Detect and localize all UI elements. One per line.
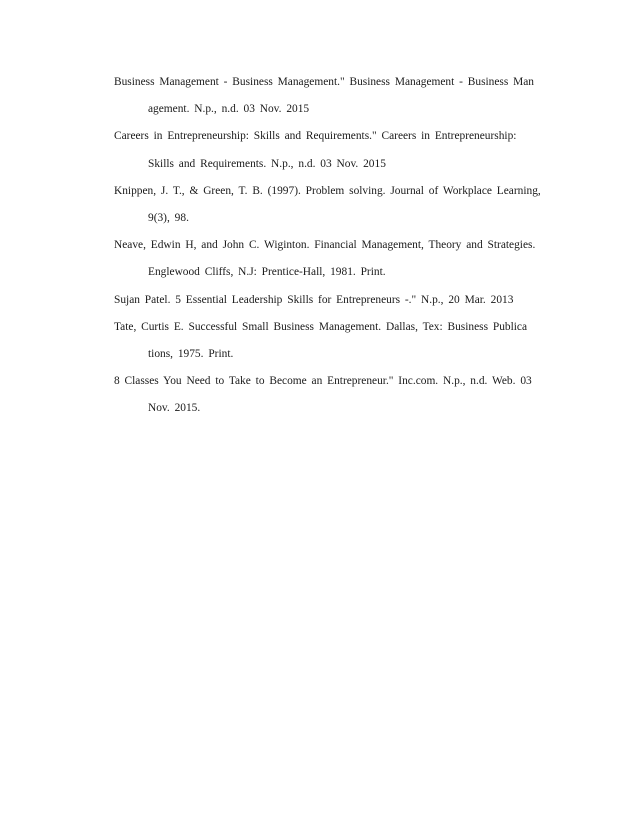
reference-line: Neave, Edwin H, and John C. Wiginton. Financial Management, Theory and Strategies. <box>114 239 536 252</box>
reference-entry <box>114 178 570 232</box>
reference-continuation-line: 9(3), 98. <box>148 211 189 224</box>
reference-entry <box>114 368 570 422</box>
reference-line: Sujan Patel. 5 Essential Leadership Skills for Entrepreneurs -." N.p., 20 Mar. 2013 <box>114 293 514 306</box>
reference-entry <box>114 232 570 286</box>
reference-entry <box>114 123 570 177</box>
reference-entry <box>114 287 570 314</box>
reference-continuation-line: Englewood Cliffs, N.J: Prentice-Hall, 1981. Print. <box>148 266 386 279</box>
reference-continuation-line: Skills and Requirements. N.p., n.d. 03 Nov. 2015 <box>148 157 386 170</box>
reference-entry <box>114 314 570 368</box>
reference-line: 8 Classes You Need to Take to Become an Entrepreneur." Inc.com. N.p., n.d. Web. 03 <box>114 375 532 388</box>
reference-continuation-line: agement. N.p., n.d. 03 Nov. 2015 <box>148 103 310 116</box>
reference-line: Tate, Curtis E. Successful Small Business Management. Dallas, Tex: Business Publica <box>114 320 528 333</box>
reference-list <box>114 69 570 422</box>
reference-line: Business Management - Business Management." Business Management - Business Man <box>114 76 535 88</box>
reference-continuation-line: tions, 1975. Print. <box>148 347 234 360</box>
reference-line: Knippen, J. T., & Green, T. B. (1997). Problem solving. Journal of Workplace Learning, <box>114 184 541 197</box>
reference-line: Careers in Entrepreneurship: Skills and Requirements." Careers in Entrepreneurship: <box>114 130 517 143</box>
reference-entry <box>114 69 570 123</box>
reference-continuation-line: Nov. 2015. <box>148 402 201 415</box>
